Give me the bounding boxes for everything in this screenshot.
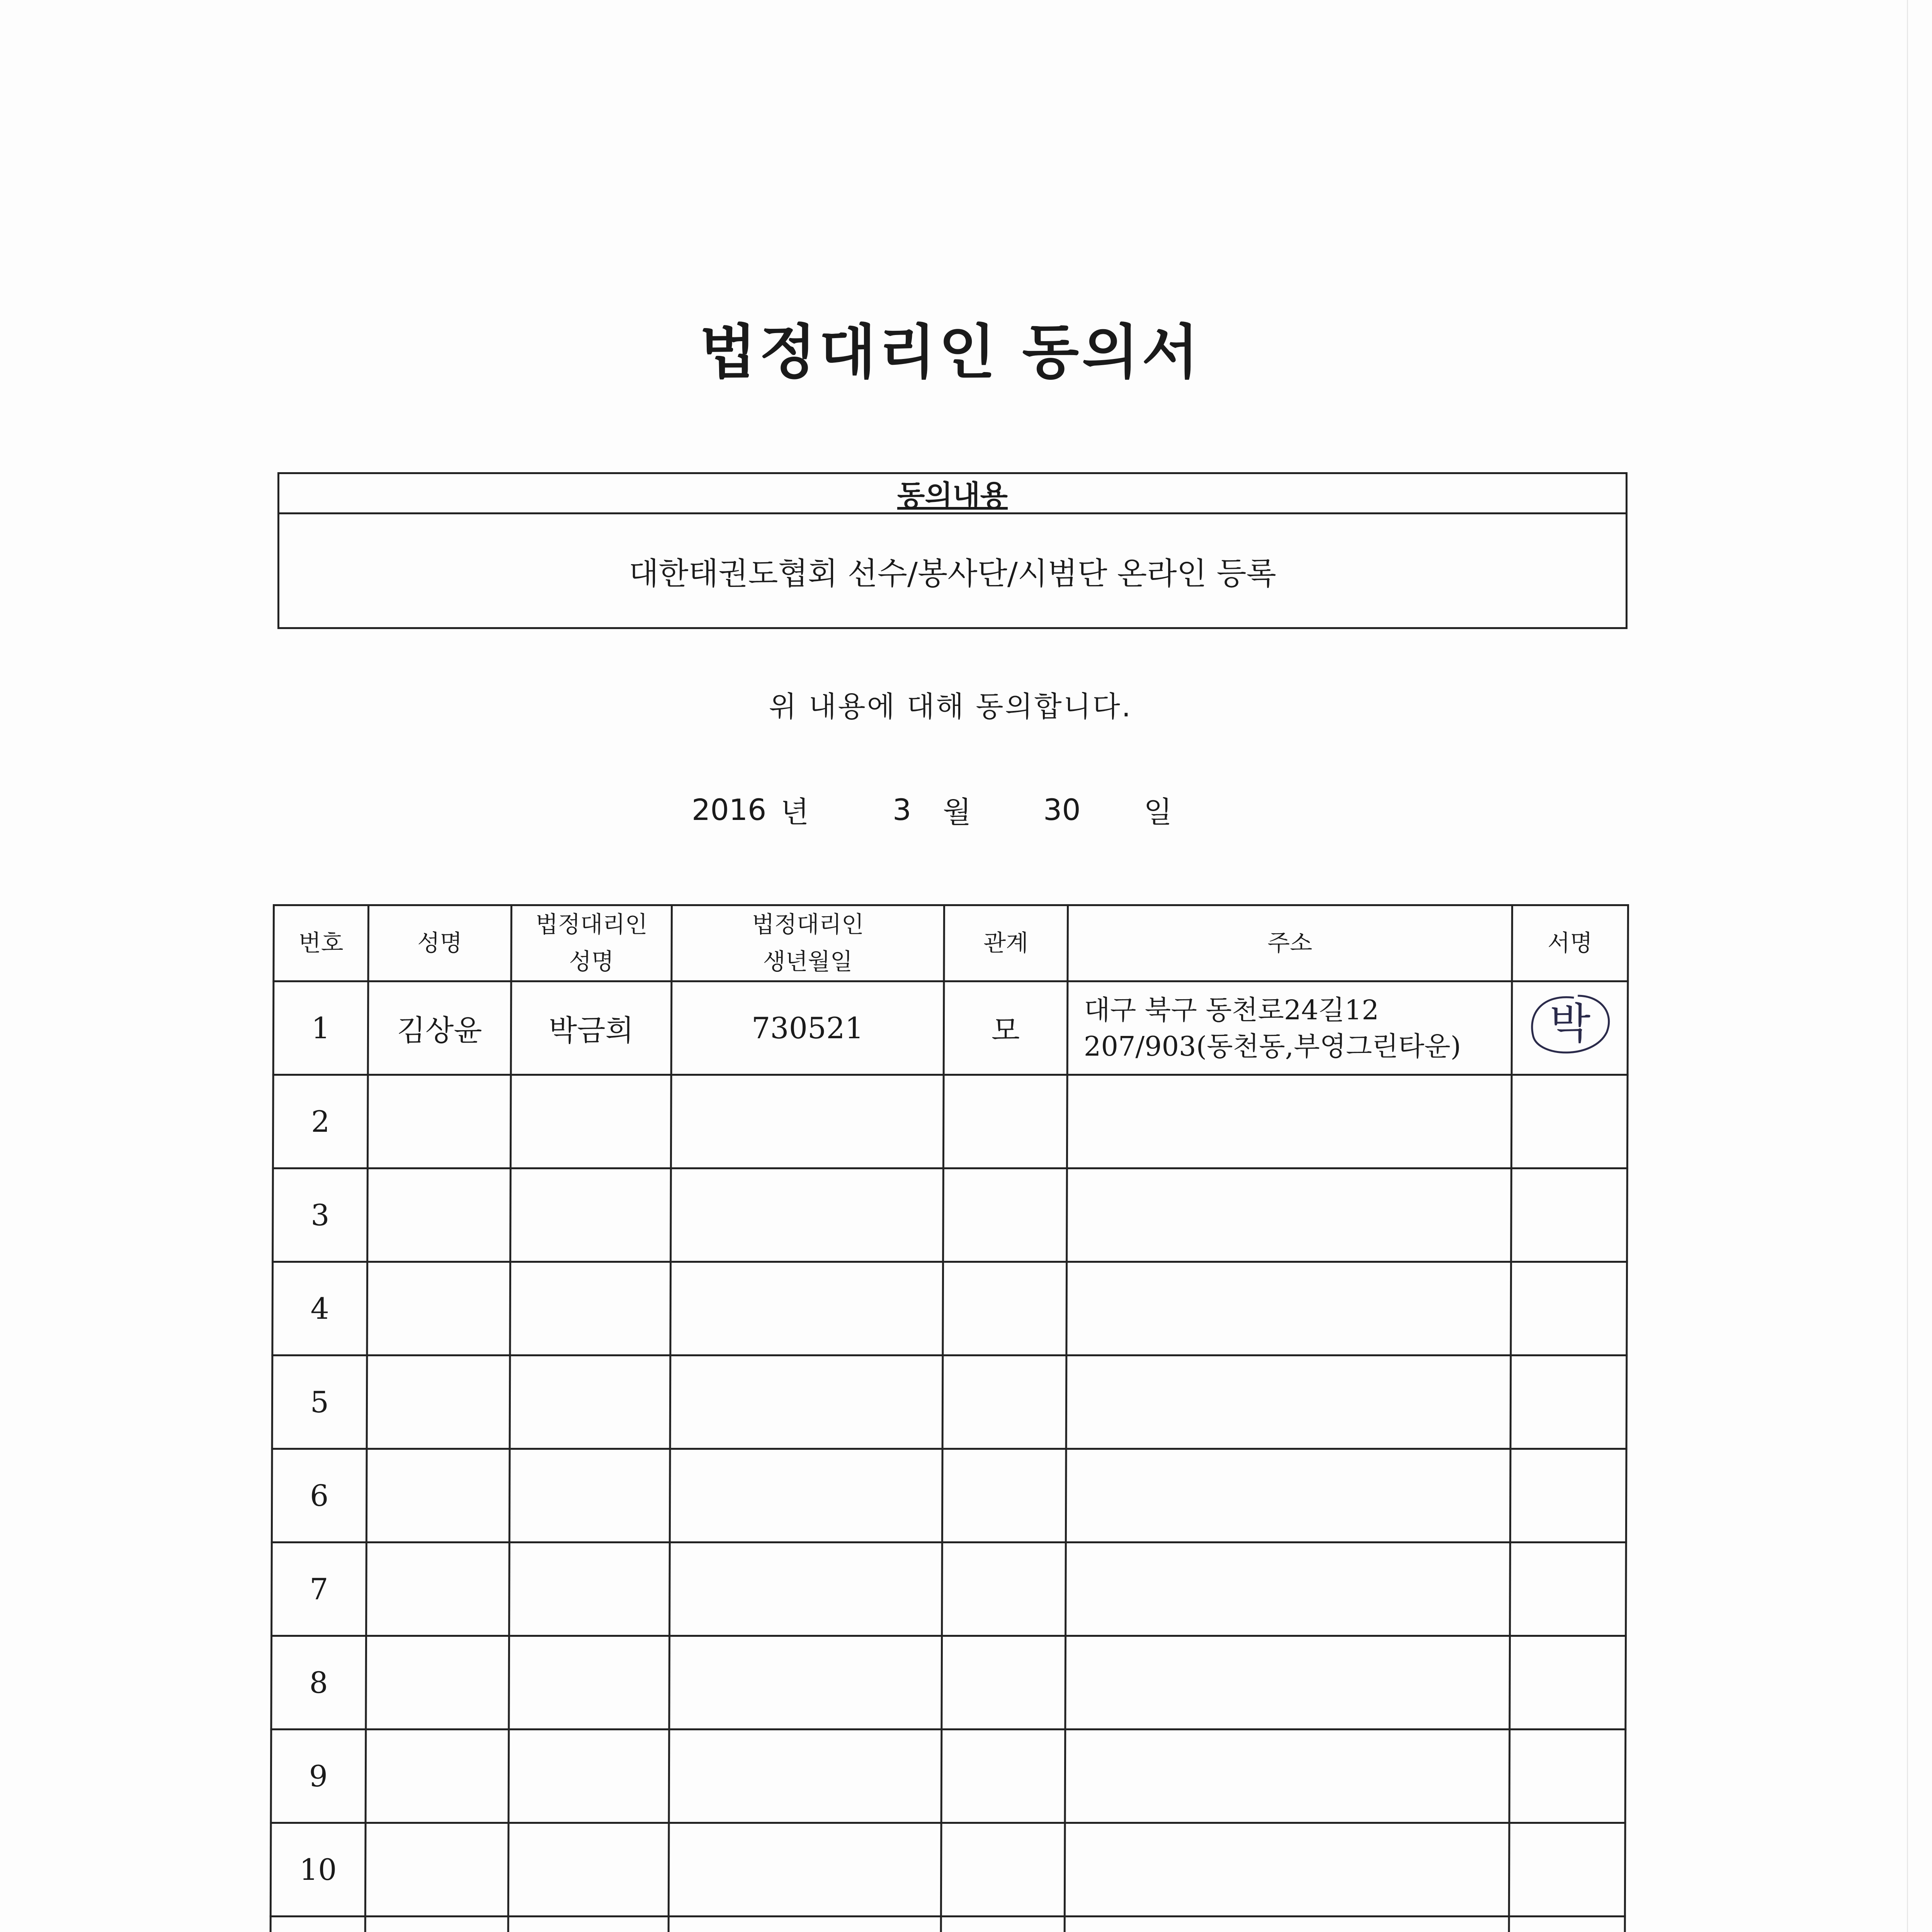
cell-relation (942, 1543, 1066, 1636)
cell-guardian-name (509, 1730, 669, 1823)
cell-address (1067, 1075, 1512, 1168)
header-guardian-name (511, 905, 672, 981)
cell-guardian-name (508, 1823, 669, 1917)
cell-no: 7 (272, 1543, 367, 1636)
cell-address (1066, 1355, 1511, 1449)
document-title: 법정대리인 동의서 (699, 318, 1202, 386)
cell-guardian-birth (671, 1168, 944, 1262)
cell-name (367, 1355, 510, 1449)
guardian-table (268, 904, 1629, 1932)
header-relation: 관계 (944, 905, 1068, 981)
cell-address (1065, 1823, 1509, 1917)
cell-guardian-name (510, 1075, 671, 1168)
header-guardian-birth (672, 905, 944, 981)
cell-name (367, 1262, 510, 1355)
date-year-unit: 년 (781, 794, 809, 829)
cell-signature (1510, 1543, 1626, 1636)
cell-signature (1511, 1075, 1628, 1168)
cell-relation (943, 1262, 1067, 1355)
header-name: 성명 (368, 905, 512, 981)
cell-guardian-name (509, 1543, 670, 1636)
cell-no: 2 (273, 1075, 368, 1168)
cell-relation (942, 1449, 1066, 1543)
table-row (270, 1823, 1625, 1917)
table-row (273, 1075, 1628, 1168)
cell-guardian-birth (668, 1823, 941, 1917)
cell-guardian-birth (669, 1636, 942, 1730)
cell-name (366, 1449, 510, 1543)
cell-relation (942, 1355, 1066, 1449)
table-row (273, 981, 1628, 1075)
table-row (272, 1355, 1627, 1449)
header-guardian-name-line1: 법정대리인 (535, 911, 648, 938)
cell-no: 1 (273, 981, 368, 1075)
cell-guardian-name (508, 1917, 669, 1932)
date-day: 30 (1043, 792, 1081, 827)
cell-signature (1511, 1168, 1628, 1262)
cell-signature (1510, 1355, 1627, 1449)
header-address: 주소 (1068, 905, 1512, 981)
cell-name (367, 1168, 511, 1262)
date-day-unit: 일 (1144, 794, 1172, 829)
cell-guardian-birth (670, 1355, 943, 1449)
cell-name (366, 1730, 509, 1823)
cell-guardian-name: 박금희 (511, 981, 672, 1075)
cell-guardian-birth: 730521 (671, 981, 944, 1075)
handwritten-signature (1515, 986, 1624, 1063)
cell-no: 9 (271, 1730, 366, 1823)
cell-address-line1: 대구 북구 동천로24길12 (1084, 994, 1379, 1026)
consent-header: 동의내용 (279, 474, 1626, 514)
table-row (270, 1917, 1625, 1932)
cell-signature (1510, 1449, 1626, 1543)
cell-guardian-name (510, 1168, 671, 1262)
cell-relation (943, 1168, 1067, 1262)
cell-guardian-birth (671, 1075, 944, 1168)
cell-address (1066, 1449, 1510, 1543)
cell-relation (942, 1636, 1066, 1730)
signature-text: 박 (1549, 998, 1590, 1048)
cell-name (366, 1543, 510, 1636)
cell-name: 김상윤 (368, 981, 511, 1075)
header-signature: 서명 (1512, 905, 1628, 981)
cell-guardian-birth (670, 1262, 943, 1355)
cell-guardian-birth (669, 1730, 942, 1823)
cell-no: 4 (272, 1262, 367, 1355)
cell-signature (1512, 981, 1628, 1075)
cell-address (1066, 1262, 1511, 1355)
cell-guardian-name (510, 1355, 670, 1449)
cell-guardian-name (510, 1262, 671, 1355)
cell-address (1067, 1168, 1512, 1262)
cell-relation (943, 1075, 1067, 1168)
cell-address (1065, 1730, 1510, 1823)
cell-address-line2: 207/903(동천동,부영그린타운) (1083, 1030, 1461, 1062)
cell-no: 10 (270, 1823, 366, 1917)
cell-address (1067, 981, 1512, 1075)
cell-signature (1509, 1730, 1626, 1823)
cell-no: 6 (272, 1449, 367, 1543)
cell-signature (1510, 1636, 1626, 1730)
cell-name (365, 1823, 509, 1917)
date-line (692, 788, 1172, 831)
date-month: 3 (893, 792, 912, 827)
cell-relation (941, 1730, 1065, 1823)
header-no: 번호 (274, 905, 369, 981)
table-row (273, 1168, 1628, 1262)
table-row (272, 1262, 1627, 1355)
cell-signature (1509, 1823, 1625, 1917)
cell-address (1065, 1636, 1510, 1730)
consent-box (277, 472, 1628, 629)
cell-relation: 모 (944, 981, 1068, 1075)
agree-statement: 위 내용에 대해 동의합니다. (769, 690, 1133, 723)
cell-relation (941, 1823, 1065, 1917)
scan-edge-line (1907, 0, 1908, 1932)
cell-no: 8 (271, 1636, 366, 1730)
header-guardian-birth-line1: 법정대리인 (752, 911, 864, 938)
cell-name (366, 1636, 509, 1730)
date-month-unit: 월 (943, 794, 971, 829)
cell-name (365, 1917, 509, 1932)
cell-signature (1509, 1917, 1625, 1932)
cell-no: 5 (272, 1355, 367, 1449)
header-guardian-name-line2: 성명 (569, 948, 614, 975)
cell-no (270, 1917, 366, 1932)
cell-address (1066, 1543, 1510, 1636)
table-row (272, 1449, 1626, 1543)
cell-guardian-name (509, 1449, 670, 1543)
cell-guardian-name (509, 1636, 670, 1730)
header-guardian-birth-line2: 생년월일 (763, 948, 853, 975)
cell-guardian-birth (668, 1917, 941, 1932)
cell-address (1065, 1917, 1509, 1932)
table-row (271, 1730, 1626, 1823)
table-row (271, 1636, 1626, 1730)
date-year: 2016 (692, 792, 767, 827)
cell-no: 3 (273, 1168, 368, 1262)
cell-relation (941, 1917, 1065, 1932)
consent-body: 대한태권도협회 선수/봉사단/시범단 온라인 등록 (629, 555, 1276, 592)
cell-name (367, 1075, 511, 1168)
table-header-row (274, 905, 1628, 981)
cell-guardian-birth (670, 1543, 942, 1636)
cell-guardian-birth (670, 1449, 942, 1543)
cell-signature (1511, 1262, 1627, 1355)
table-row (272, 1543, 1626, 1636)
